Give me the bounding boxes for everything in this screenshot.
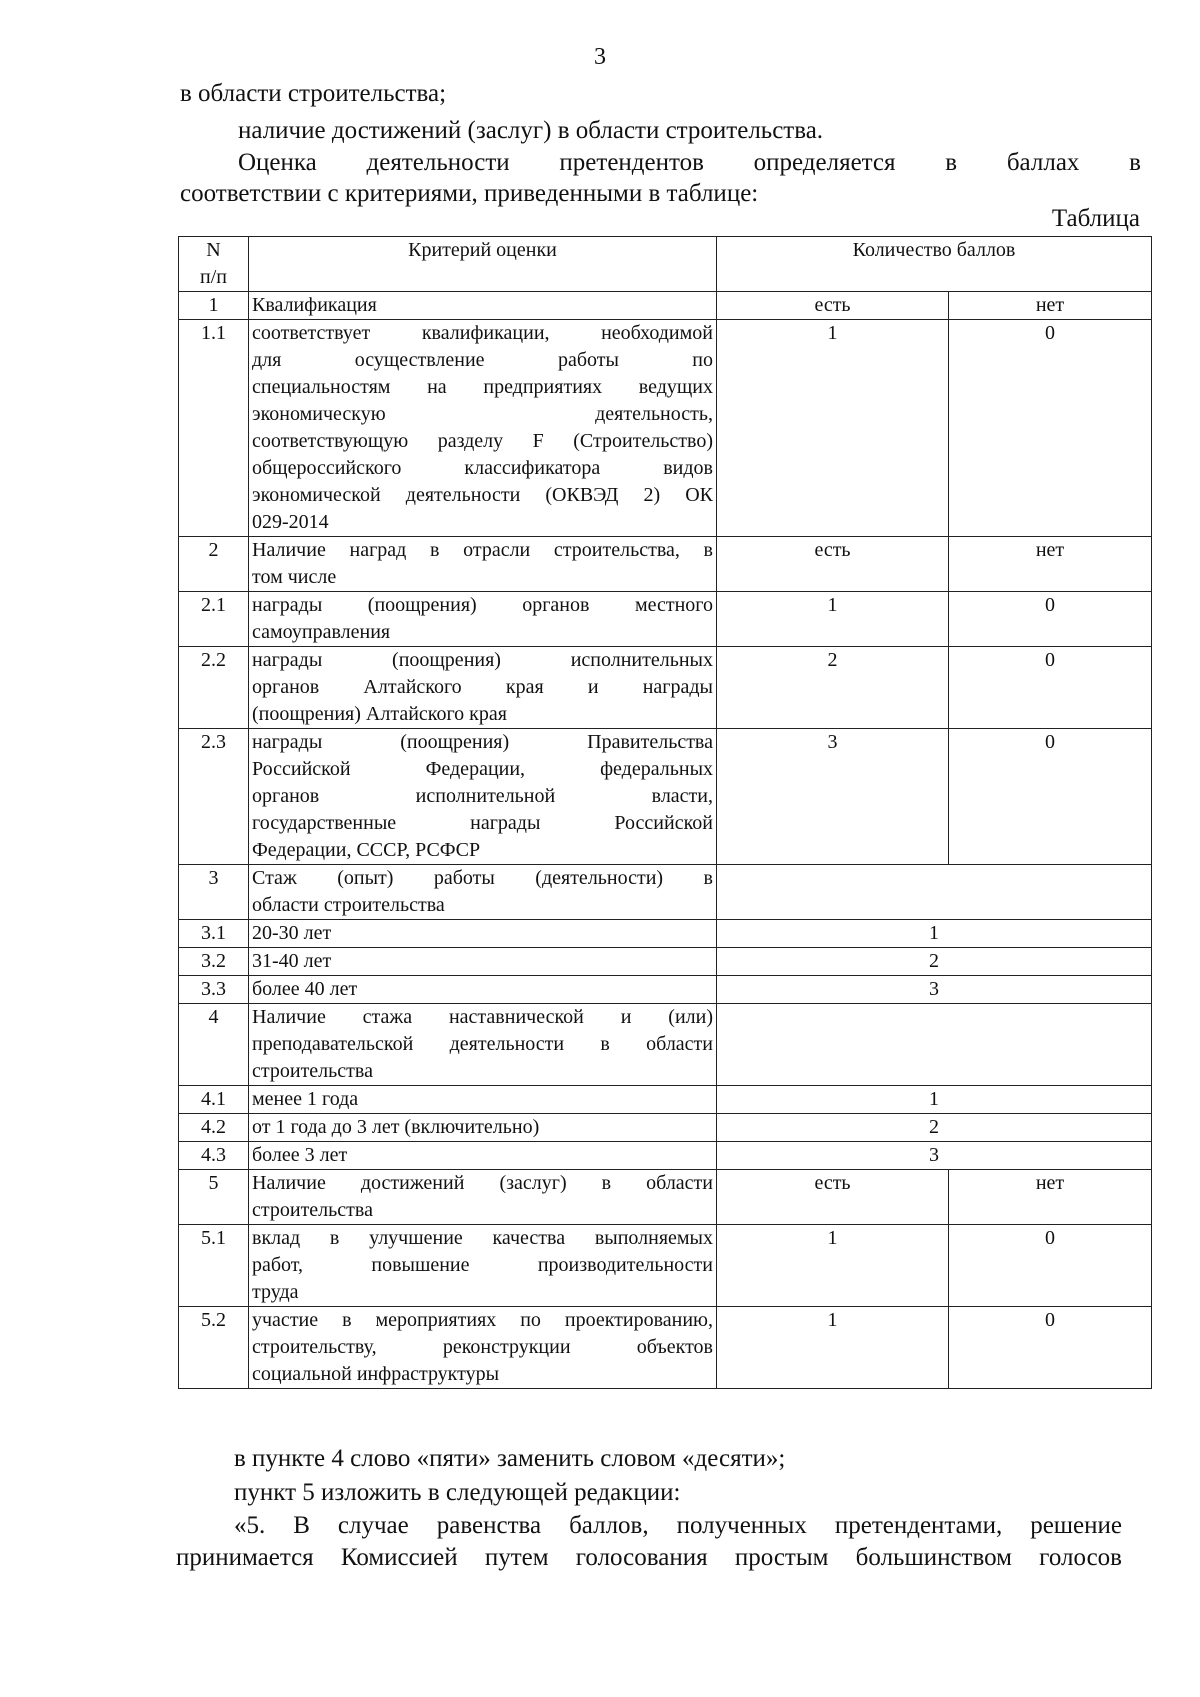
intro-line-2: наличие достижений (заслуг) в области строительства.: [238, 117, 824, 144]
row-points: 1: [717, 920, 1152, 948]
row-points-no: 0: [949, 592, 1152, 647]
row-number: 1.1: [179, 320, 249, 537]
row-points-yes: 1: [717, 592, 949, 647]
criterion-line: 029-2014: [252, 511, 329, 533]
row-criterion: [249, 1142, 717, 1170]
row-points-no: нет: [949, 1170, 1152, 1225]
row-number: 4.2: [179, 1114, 249, 1142]
criterion-line: 31-40 лет: [252, 950, 332, 972]
criterion-line: строительства: [252, 1060, 373, 1082]
table-row: [179, 1225, 1152, 1307]
criterion-line: органов Алтайского края и награды: [252, 676, 713, 698]
row-number: 4.3: [179, 1142, 249, 1170]
header-number-line-1: N: [206, 239, 221, 261]
row-criterion: [249, 1225, 717, 1307]
criterion-line: награды (поощрения) органов местного: [252, 594, 713, 616]
after-line-2: пункт 5 изложить в следующей редакции:: [234, 1479, 681, 1506]
row-points: [717, 865, 1152, 920]
header-number: [179, 237, 249, 292]
criterion-line: Стаж (опыт) работы (деятельности) в: [252, 867, 713, 889]
row-number: 4: [179, 1004, 249, 1086]
row-number: 3: [179, 865, 249, 920]
row-points-no: 0: [949, 729, 1152, 865]
criterion-line: участие в мероприятиях по проектированию,: [252, 1309, 713, 1331]
row-criterion: [249, 920, 717, 948]
criterion-line: экономическую деятельность,: [252, 403, 713, 425]
row-points: 2: [717, 1114, 1152, 1142]
criterion-line: Квалификация: [252, 294, 377, 316]
criterion-line: соответствующую разделу F (Строительство): [252, 430, 713, 452]
row-points-no: 0: [949, 320, 1152, 537]
criterion-line: самоуправления: [252, 621, 391, 643]
row-number: 2.1: [179, 592, 249, 647]
row-criterion: [249, 1307, 717, 1389]
criterion-line: том числе: [252, 566, 337, 588]
row-points-no: нет: [949, 537, 1152, 592]
table-row: [179, 1086, 1152, 1114]
row-criterion: [249, 976, 717, 1004]
intro-line-4: соответствии с критериями, приведенными в таблице:: [180, 180, 759, 207]
row-number: 3.2: [179, 948, 249, 976]
after-line-1: в пункте 4 слово «пяти» заменить словом «десяти»;: [234, 1445, 786, 1472]
criterion-line: социальной инфраструктуры: [252, 1363, 500, 1385]
intro-line-1: в области строительства;: [180, 80, 447, 107]
row-points-no: 0: [949, 1225, 1152, 1307]
row-number: 5.2: [179, 1307, 249, 1389]
criterion-line: специальностям на предприятиях ведущих: [252, 376, 713, 398]
criterion-line: менее 1 года: [252, 1088, 359, 1110]
row-points-yes: есть: [717, 1170, 949, 1225]
row-criterion: [249, 729, 717, 865]
table-caption: Таблица: [1051, 205, 1140, 232]
row-criterion: [249, 1170, 717, 1225]
criterion-line: Федерации, СССР, РСФСР: [252, 839, 481, 861]
criterion-line: экономической деятельности (ОКВЭД 2) ОК: [252, 484, 713, 506]
criterion-line: более 3 лет: [252, 1144, 348, 1166]
row-points-yes: 1: [717, 320, 949, 537]
table-row: [179, 1170, 1152, 1225]
row-points-yes: 2: [717, 647, 949, 729]
row-points: 2: [717, 948, 1152, 976]
row-criterion: [249, 292, 717, 320]
row-points-yes: 1: [717, 1307, 949, 1389]
criterion-line: награды (поощрения) исполнительных: [252, 649, 713, 671]
row-criterion: [249, 1086, 717, 1114]
header-number-line-2: п/п: [200, 266, 227, 288]
row-points-no: нет: [949, 292, 1152, 320]
table-row: [179, 976, 1152, 1004]
row-points-yes: есть: [717, 292, 949, 320]
table-row: [179, 1307, 1152, 1389]
criterion-line: государственные награды Российской: [252, 812, 713, 834]
row-criterion: [249, 320, 717, 537]
row-number: 2.2: [179, 647, 249, 729]
criterion-line: для осуществление работы по: [252, 349, 713, 371]
criterion-line: работ, повышение производительности: [252, 1254, 713, 1276]
row-number: 4.1: [179, 1086, 249, 1114]
row-criterion: [249, 865, 717, 920]
table-row: [179, 1004, 1152, 1086]
intro-line-3: Оценка деятельности претендентов определяется в баллах в: [238, 149, 1141, 176]
row-number: 3.3: [179, 976, 249, 1004]
row-points-yes: 3: [717, 729, 949, 865]
table-row: [179, 647, 1152, 729]
criterion-line: (поощрения) Алтайского края: [252, 703, 507, 725]
criterion-line: общероссийского классификатора видов: [252, 457, 713, 479]
criterion-line: труда: [252, 1281, 299, 1303]
row-points: [717, 1004, 1152, 1086]
criterion-line: от 1 года до 3 лет (включительно): [252, 1116, 540, 1138]
criterion-line: Наличие достижений (заслуг) в области: [252, 1172, 713, 1194]
criterion-line: Российской Федерации, федеральных: [252, 758, 713, 780]
row-number: 1: [179, 292, 249, 320]
table-row: [179, 729, 1152, 865]
table-row: [179, 865, 1152, 920]
table-row: [179, 320, 1152, 537]
criterion-line: органов исполнительной власти,: [252, 785, 713, 807]
row-number: 5.1: [179, 1225, 249, 1307]
row-points-no: 0: [949, 647, 1152, 729]
row-points-yes: есть: [717, 537, 949, 592]
row-points: 3: [717, 1142, 1152, 1170]
row-criterion: [249, 1004, 717, 1086]
criterion-line: награды (поощрения) Правительства: [252, 731, 713, 753]
header-criterion: Критерий оценки: [249, 237, 717, 292]
row-points: 3: [717, 976, 1152, 1004]
page-number: 3: [594, 44, 606, 70]
criterion-line: области строительства: [252, 894, 445, 916]
after-line-3: «5. В случае равенства баллов, полученных претендентами, решение: [234, 1512, 1122, 1539]
row-points: 1: [717, 1086, 1152, 1114]
row-criterion: [249, 537, 717, 592]
table-row: [179, 920, 1152, 948]
table-row: [179, 537, 1152, 592]
criterion-line: вклад в улучшение качества выполняемых: [252, 1227, 713, 1249]
after-line-4: принимается Комиссией путем голосования простым большинством голосов: [176, 1544, 1122, 1571]
row-points-yes: 1: [717, 1225, 949, 1307]
header-points: Количество баллов: [717, 237, 1152, 292]
criterion-line: соответствует квалификации, необходимой: [252, 322, 713, 344]
row-number: 3.1: [179, 920, 249, 948]
table-row: [179, 1114, 1152, 1142]
table-row: [179, 592, 1152, 647]
row-number: 5: [179, 1170, 249, 1225]
table-row: [179, 292, 1152, 320]
table-row: [179, 1142, 1152, 1170]
row-criterion: [249, 948, 717, 976]
criterion-line: строительству, реконструкции объектов: [252, 1336, 713, 1358]
criterion-line: Наличие наград в отрасли строительства, в: [252, 539, 713, 561]
row-number: 2: [179, 537, 249, 592]
criterion-line: Наличие стажа наставнической и (или): [252, 1006, 713, 1028]
row-number: 2.3: [179, 729, 249, 865]
criterion-line: строительства: [252, 1199, 373, 1221]
table-row: [179, 948, 1152, 976]
table-header-row: [179, 237, 1152, 292]
criterion-line: 20-30 лет: [252, 922, 332, 944]
criteria-table: [178, 236, 1152, 1389]
row-criterion: [249, 1114, 717, 1142]
criterion-line: преподавательской деятельности в области: [252, 1033, 713, 1055]
row-criterion: [249, 592, 717, 647]
row-criterion: [249, 647, 717, 729]
criterion-line: более 40 лет: [252, 978, 358, 1000]
row-points-no: 0: [949, 1307, 1152, 1389]
